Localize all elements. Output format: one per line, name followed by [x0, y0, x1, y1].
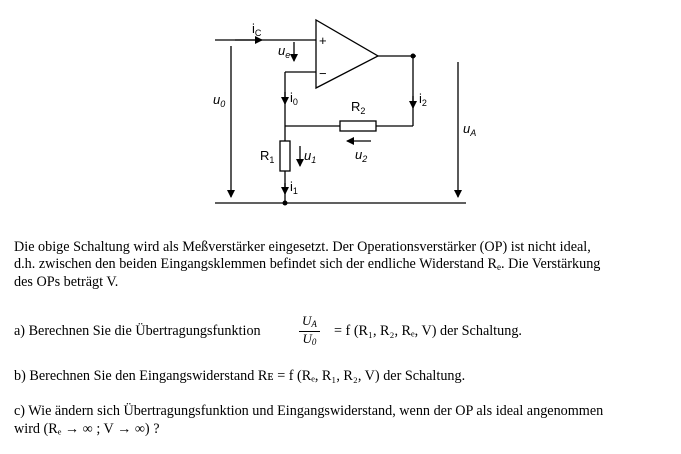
- opamp-plus: +: [319, 33, 327, 48]
- circuit-diagram: [0, 0, 681, 215]
- opamp-minus: −: [319, 66, 327, 81]
- transfer-fraction: $\frac{U_A}{U_0}$: [299, 314, 320, 349]
- label-u2: $u_2$: [355, 147, 368, 164]
- label-ua: $u_A$: [463, 121, 477, 138]
- intro-line-1: Die obige Schaltung wird als Meßverstärker eingesetzt. Der Operationsverstärker (OP) ist nicht ideal,: [14, 239, 591, 255]
- label-u1: $u_1$: [304, 148, 317, 165]
- intro-line-2: d.h. zwischen den beiden Eingangsklemmen befindet sich der endliche Widerstand $R_e$. Die Verstärkung: [14, 256, 601, 272]
- intro-line-3: des OPs beträgt V.: [14, 274, 119, 290]
- label-u0: $u_0$: [213, 92, 226, 109]
- node-output: [411, 54, 416, 59]
- node-bottom: [283, 201, 288, 206]
- resistor-r2: [340, 121, 376, 131]
- label-r1: $R_1$: [260, 148, 275, 165]
- question-b: b) Berechnen Sie den Eingangswiderstand Rᴇ = f (Rₑ, R₁, R₂, V) der Schaltung.: [14, 368, 466, 384]
- label-i2: $i_2$: [419, 91, 427, 108]
- label-ue: $u_e$: [278, 43, 291, 60]
- label-r2: $R_2$: [351, 99, 366, 116]
- resistor-r1: [280, 141, 290, 171]
- label-i0: $i_0$: [290, 90, 298, 107]
- question-c-line-2: wird (Rₑ → ∞ ; V → ∞) ?: [14, 421, 160, 437]
- question-a-prefix: a) Berechnen Sie die Übertragungsfunktion: [14, 323, 261, 339]
- label-i1: $i_1$: [290, 179, 298, 196]
- question-a-suffix: = f (R₁, R₂, Rₑ, V) der Schaltung.: [334, 323, 522, 339]
- label-ic: $i_C$: [252, 21, 262, 38]
- question-c-line-1: c) Wie ändern sich Übertragungsfunktion und Eingangswiderstand, wenn der OP als ideal angenommen: [14, 403, 604, 419]
